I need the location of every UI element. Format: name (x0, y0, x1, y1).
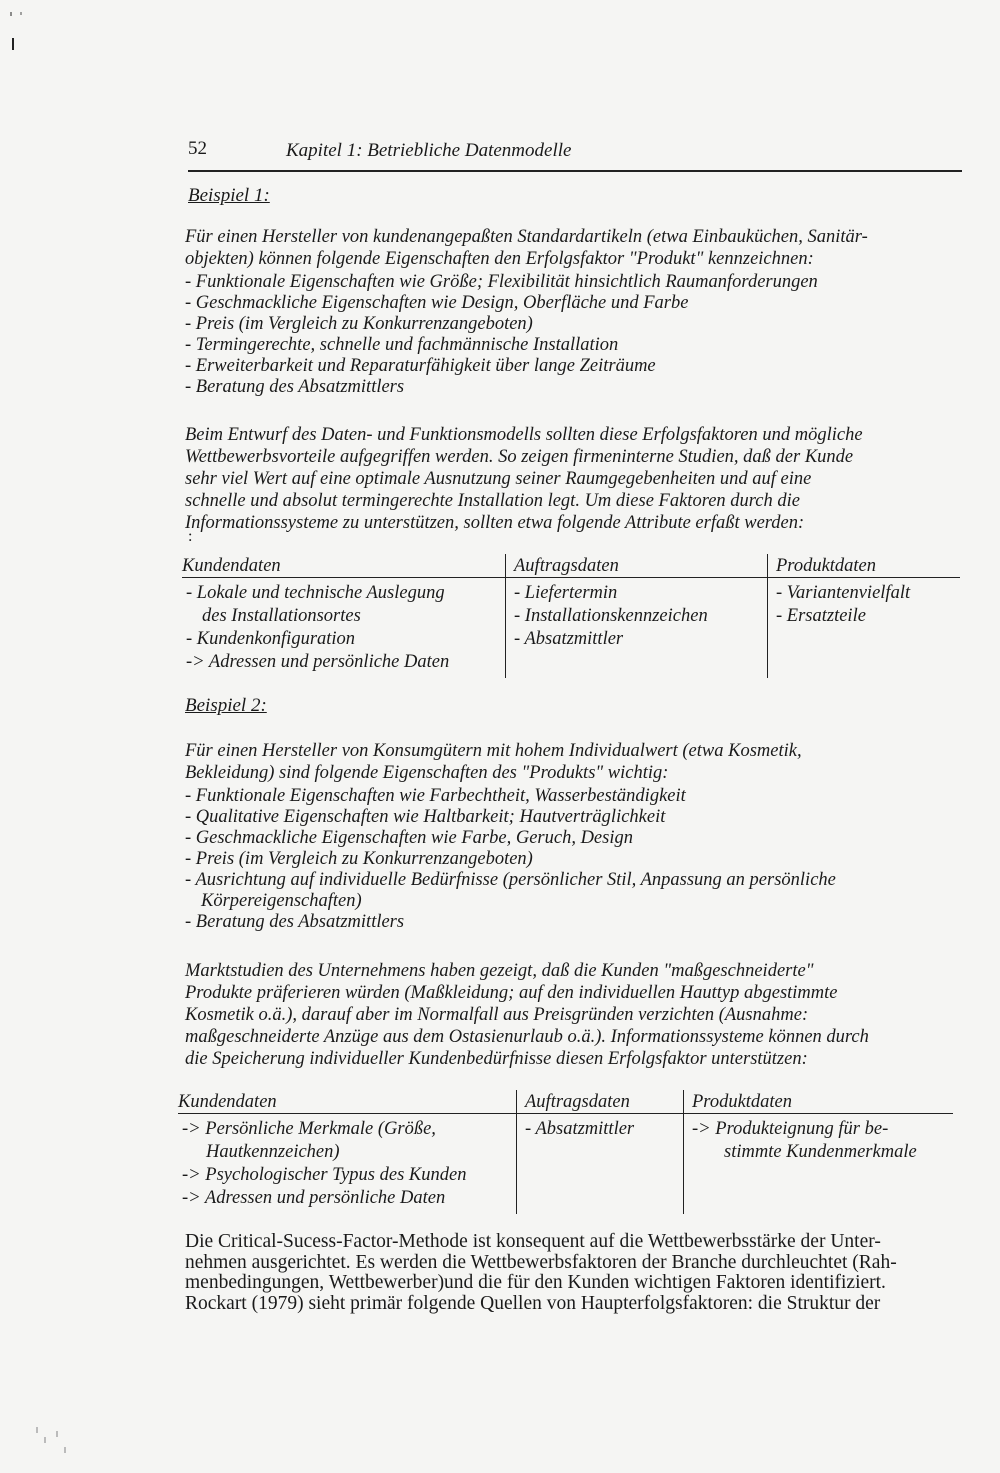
page-number: 52 (188, 138, 207, 159)
table-header-row (178, 1090, 953, 1114)
table-cell-auftragsdaten (506, 578, 768, 679)
list-item: - Beratung des Absatzmittlers (185, 377, 405, 397)
example-2-attribute-table (178, 1090, 953, 1214)
table-cell-produktdaten (768, 578, 961, 679)
text-line: Für einen Hersteller von kundenangepaßten Standardartikeln (etwa Einbauküchen, Sanitär- (185, 227, 868, 247)
cell-line: - Absatzmittler (514, 629, 624, 649)
list-item: - Erweiterbarkeit und Reparaturfähigkeit über lange Zeiträume (185, 356, 656, 376)
table-cell-kundendaten (178, 1114, 517, 1215)
table-header: Produktdaten (684, 1090, 954, 1114)
list-item: - Geschmackliche Eigenschaften wie Design, Oberfläche und Farbe (185, 293, 689, 313)
list-item: - Beratung des Absatzmittlers (185, 912, 405, 932)
table-cell-auftragsdaten (517, 1114, 684, 1215)
cell-line: - Absatzmittler (525, 1119, 635, 1139)
list-item: - Geschmackliche Eigenschaften wie Farbe, Geruch, Design (185, 828, 633, 848)
stray-colon: : (188, 528, 193, 545)
example-1-factor-list (185, 272, 960, 398)
cell-line: - Kundenkonfiguration (186, 629, 356, 649)
scan-artifact (56, 1431, 58, 1437)
table-header: Kundendaten (182, 554, 506, 578)
text-line: Für einen Hersteller von Konsumgütern mit hohem Individualwert (etwa Kosmetik, (185, 741, 802, 761)
cell-line: des Installationsortes (202, 606, 361, 626)
table-header-row (182, 554, 960, 578)
text-line: Wettbewerbsvorteile aufgegriffen werden. So zeigen firmeninterne Studien, daß der Kunde (185, 447, 854, 467)
text-line: Rockart (1979) sieht primär folgende Quellen von Haupterfolgsfaktoren: die Struktur der (185, 1292, 881, 1314)
scan-artifact (36, 1427, 38, 1433)
text-line: sehr viel Wert auf eine optimale Ausnutzung seiner Raumgegebenheiten und auf eine (185, 469, 812, 489)
scan-artifact (44, 1437, 46, 1443)
text-line: Marktstudien des Unternehmens haben gezeigt, daß die Kunden "maßgeschneiderte" (185, 961, 814, 981)
text-line: Beim Entwurf des Daten- und Funktionsmodells sollten diese Erfolgsfaktoren und mögliche (185, 425, 863, 445)
scan-margin-artifact (34, 1425, 74, 1465)
text-line: Produkte präferieren würden (Maßkleidung; auf den individuellen Hauttyp abgestimmte (185, 983, 838, 1003)
running-title: Kapitel 1: Betriebliche Datenmodelle (286, 140, 572, 161)
list-item: - Preis (im Vergleich zu Konkurrenzangeboten) (185, 314, 533, 334)
text-line: Bekleidung) sind folgende Eigenschaften des "Produkts" wichtig: (185, 763, 669, 783)
cell-line: Hautkennzeichen) (206, 1142, 340, 1162)
cell-line: stimmte Kundenmerkmale (724, 1142, 917, 1162)
text-line: Kosmetik o.ä.), darauf aber im Normalfall aus Preisgründen verzichten (Ausnahme: (185, 1005, 809, 1025)
scan-artifact (20, 12, 22, 15)
text-line: die Speicherung individueller Kundenbedürfnisse diesen Erfolgsfaktor unterstützen: (185, 1049, 808, 1069)
cell-line: -> Persönliche Merkmale (Größe, (182, 1119, 436, 1139)
list-item: - Preis (im Vergleich zu Konkurrenzangeboten) (185, 849, 533, 869)
table-header: Auftragsdaten (517, 1090, 684, 1114)
cell-line: -> Produkteignung für be- (692, 1119, 889, 1139)
table-row (178, 1114, 953, 1215)
scan-artifact (12, 38, 14, 50)
example-1-heading: Beispiel 1: (188, 185, 270, 206)
list-item: Körpereigenschaften) (201, 891, 362, 911)
text-line: Informationssysteme zu unterstützen, sollten etwa folgende Attribute erfaßt werden: (185, 513, 805, 533)
table-header: Kundendaten (178, 1090, 517, 1114)
table-cell-kundendaten (182, 578, 506, 679)
text-line: nehmen ausgerichtet. Es werden die Wettbewerbsfaktoren der Branche durchleuchtet (Rah- (185, 1251, 897, 1273)
example-1-design-paragraph (185, 424, 960, 534)
table-header: Produktdaten (768, 554, 961, 578)
example-1-intro (185, 226, 960, 270)
cell-line: - Variantenvielfalt (776, 583, 911, 603)
scan-artifact (64, 1447, 66, 1453)
cell-line: - Liefertermin (514, 583, 618, 603)
example-2-heading: Beispiel 2: (185, 695, 267, 716)
table-header: Auftragsdaten (506, 554, 768, 578)
table-cell-produktdaten (684, 1114, 954, 1215)
cell-line: -> Adressen und persönliche Daten (186, 652, 450, 672)
cell-line: - Lokale und technische Auslegung (186, 583, 445, 603)
example-1-attribute-table (182, 554, 960, 678)
table-row (182, 578, 960, 679)
example-2-market-paragraph (185, 960, 960, 1070)
list-item: - Funktionale Eigenschaften wie Farbechtheit, Wasserbeständigkeit (185, 786, 686, 806)
text-line: menbedingungen, Wettbewerber)und die für den Kunden wichtigen Faktoren identifiziert. (185, 1272, 886, 1293)
cell-line: -> Psychologischer Typus des Kunden (182, 1165, 467, 1185)
text-line: schnelle und absolut termingerechte Installation legt. Um diese Faktoren durch die (185, 491, 800, 511)
scan-artifact (10, 12, 12, 16)
list-item: - Ausrichtung auf individuelle Bedürfnisse (persönlicher Stil, Anpassung an persönliche (185, 870, 836, 890)
example-2-intro (185, 740, 960, 784)
list-item: - Termingerechte, schnelle und fachmännische Installation (185, 335, 619, 355)
scan-artifact-marks (8, 8, 38, 48)
list-item: - Funktionale Eigenschaften wie Größe; Flexibilität hinsichtlich Raumanforderungen (185, 272, 818, 292)
text-line: Die Critical-Sucess-Factor-Methode ist konsequent auf die Wettbewerbsstärke der Unter- (185, 1231, 881, 1252)
page-header (188, 130, 962, 172)
cell-line: - Installationskennzeichen (514, 606, 708, 626)
cell-line: -> Adressen und persönliche Daten (182, 1188, 446, 1208)
list-item: - Qualitative Eigenschaften wie Haltbarkeit; Hautverträglichkeit (185, 807, 666, 827)
cell-line: - Ersatzteile (776, 606, 866, 626)
text-line: maßgeschneiderte Anzüge aus dem Ostasienurlaub o.ä.). Informationssysteme können durch (185, 1027, 869, 1047)
text-line: objekten) können folgende Eigenschaften den Erfolgsfaktor "Produkt" kennzeichnen: (185, 249, 814, 269)
example-2-factor-list (185, 786, 960, 933)
csf-paragraph (185, 1232, 960, 1314)
